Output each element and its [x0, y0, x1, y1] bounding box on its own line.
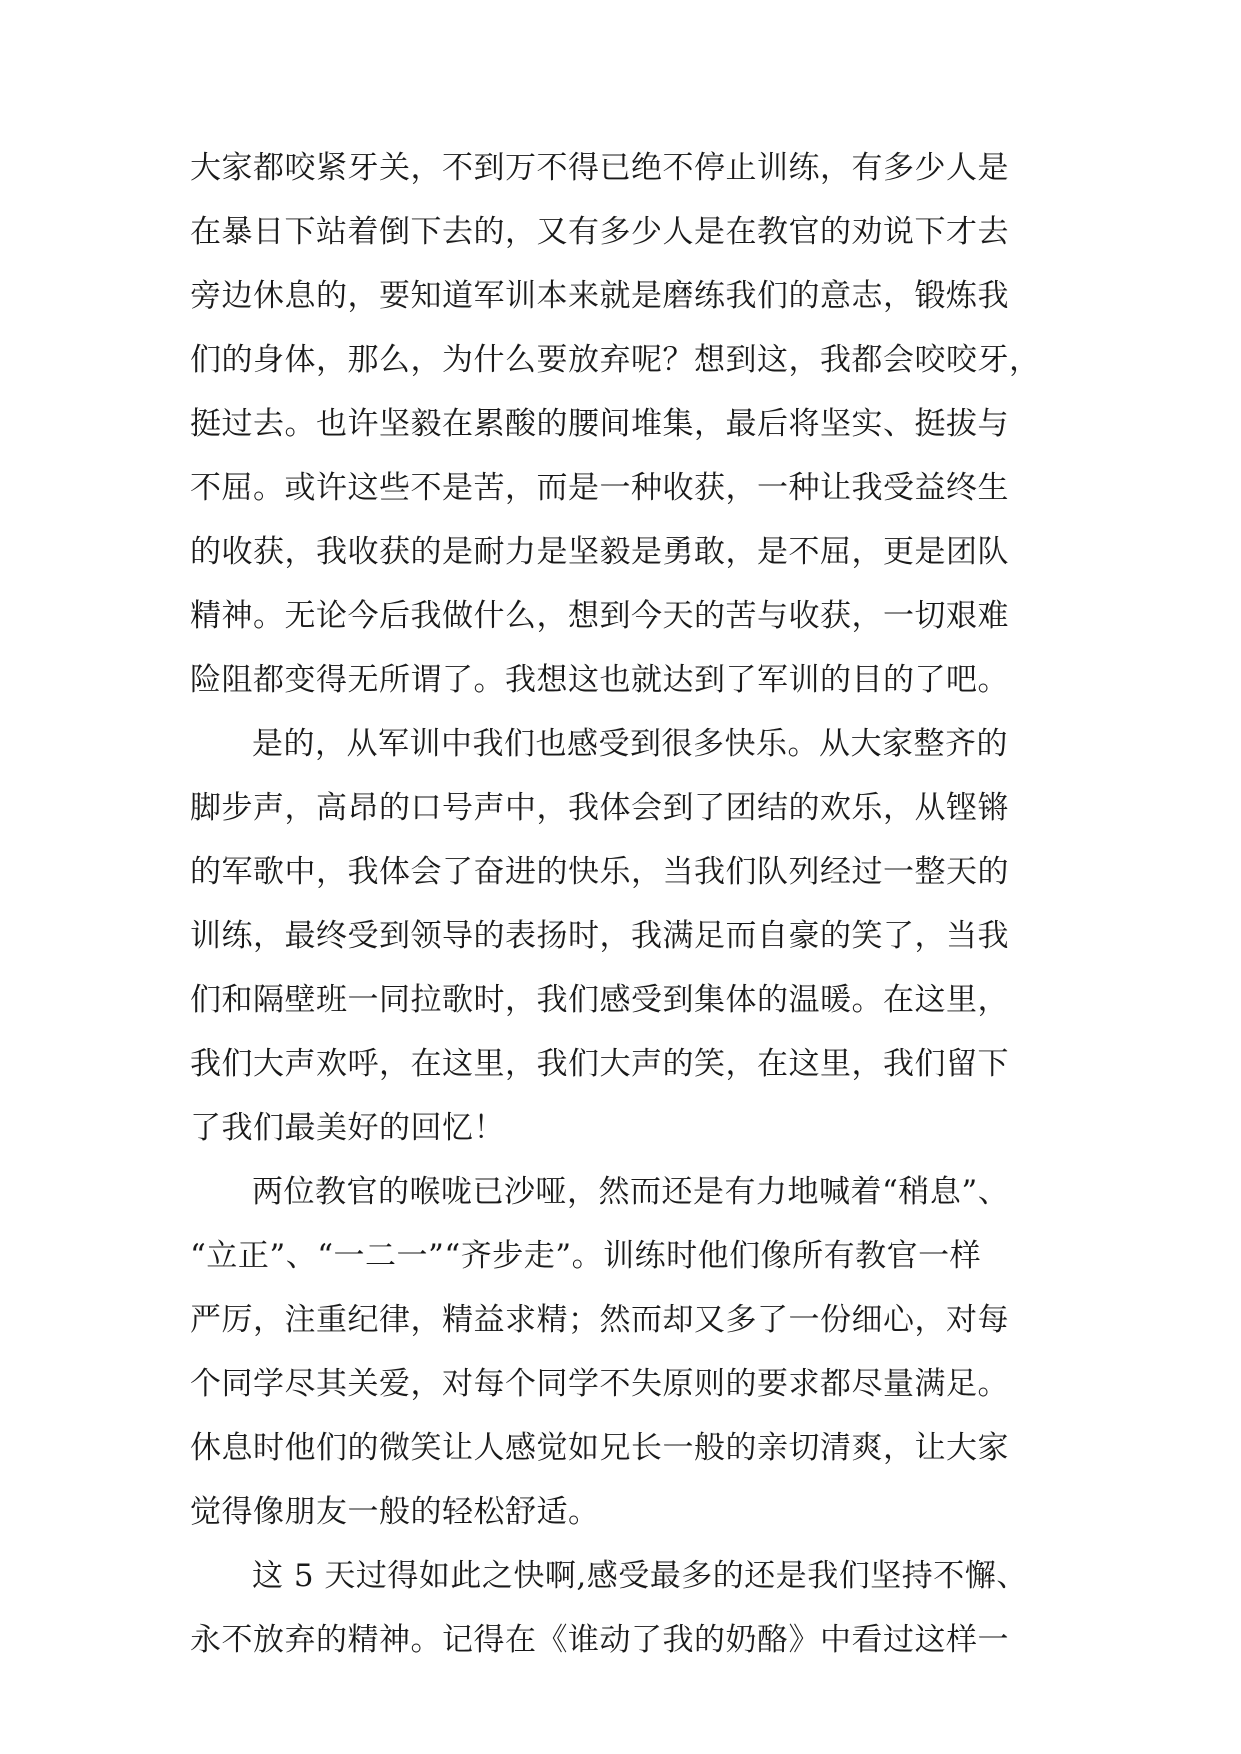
text-line: 旁边休息的，要知道军训本来就是磨练我们的意志，锻炼我	[190, 278, 1009, 314]
text-line: 们和隔壁班一同拉歌时，我们感受到集体的温暖。在这里，	[190, 982, 1009, 1018]
text-line: 大家都咬紧牙关，不到万不得已绝不停止训练，有多少人是	[190, 150, 1009, 186]
text-line: 训练，最终受到领导的表扬时，我满足而自豪的笑了，当我	[190, 918, 1009, 954]
text-line: 休息时他们的微笑让人感觉如兄长一般的亲切清爽，让大家	[190, 1430, 1009, 1466]
text-line: 严厉，注重纪律，精益求精；然而却又多了一份细心，对每	[190, 1302, 1009, 1338]
paragraph-first-line: 两位教官的喉咙已沙哑，然而还是有力地喊着“稍息”、	[252, 1174, 1010, 1210]
text-line: 觉得像朋友一般的轻松舒适。	[190, 1494, 600, 1530]
text-line: 永不放弃的精神。记得在《谁动了我的奶酪》中看过这样一	[190, 1622, 1009, 1658]
text-line: 我们大声欢呼，在这里，我们大声的笑，在这里，我们留下	[190, 1046, 1009, 1082]
text-line: 挺过去。也许坚毅在累酸的腰间堆集，最后将坚实、挺拔与	[190, 406, 1009, 442]
paragraph-first-line: 这 5 天过得如此之快啊,感受最多的还是我们坚持不懈、	[252, 1558, 1028, 1594]
text-line: 的收获，我收获的是耐力是坚毅是勇敢，是不屈，更是团队	[190, 534, 1009, 570]
text-line: 在暴日下站着倒下去的，又有多少人是在教官的劝说下才去	[190, 214, 1009, 250]
text-line: 险阻都变得无所谓了。我想这也就达到了军训的目的了吧。	[190, 662, 1009, 698]
text-line: 的军歌中，我体会了奋进的快乐，当我们队列经过一整天的	[190, 854, 1009, 890]
text-line: 不屈。或许这些不是苦，而是一种收获，一种让我受益终生	[190, 470, 1009, 506]
text-line: 个同学尽其关爱，对每个同学不失原则的要求都尽量满足。	[190, 1366, 1009, 1402]
paragraph-first-line: 是的，从军训中我们也感受到很多快乐。从大家整齐的	[252, 726, 1008, 762]
text-line: 精神。无论今后我做什么，想到今天的苦与收获，一切艰难	[190, 598, 1009, 634]
text-line: 脚步声，高昂的口号声中，我体会到了团结的欢乐，从铿锵	[190, 790, 1009, 826]
text-line: 们的身体，那么，为什么要放弃呢？想到这，我都会咬咬牙，	[190, 342, 1041, 378]
text-line: “立正”、“一二一”“齐步走”。训练时他们像所有教官一样	[190, 1238, 982, 1274]
text-line: 了我们最美好的回忆！	[190, 1110, 505, 1146]
